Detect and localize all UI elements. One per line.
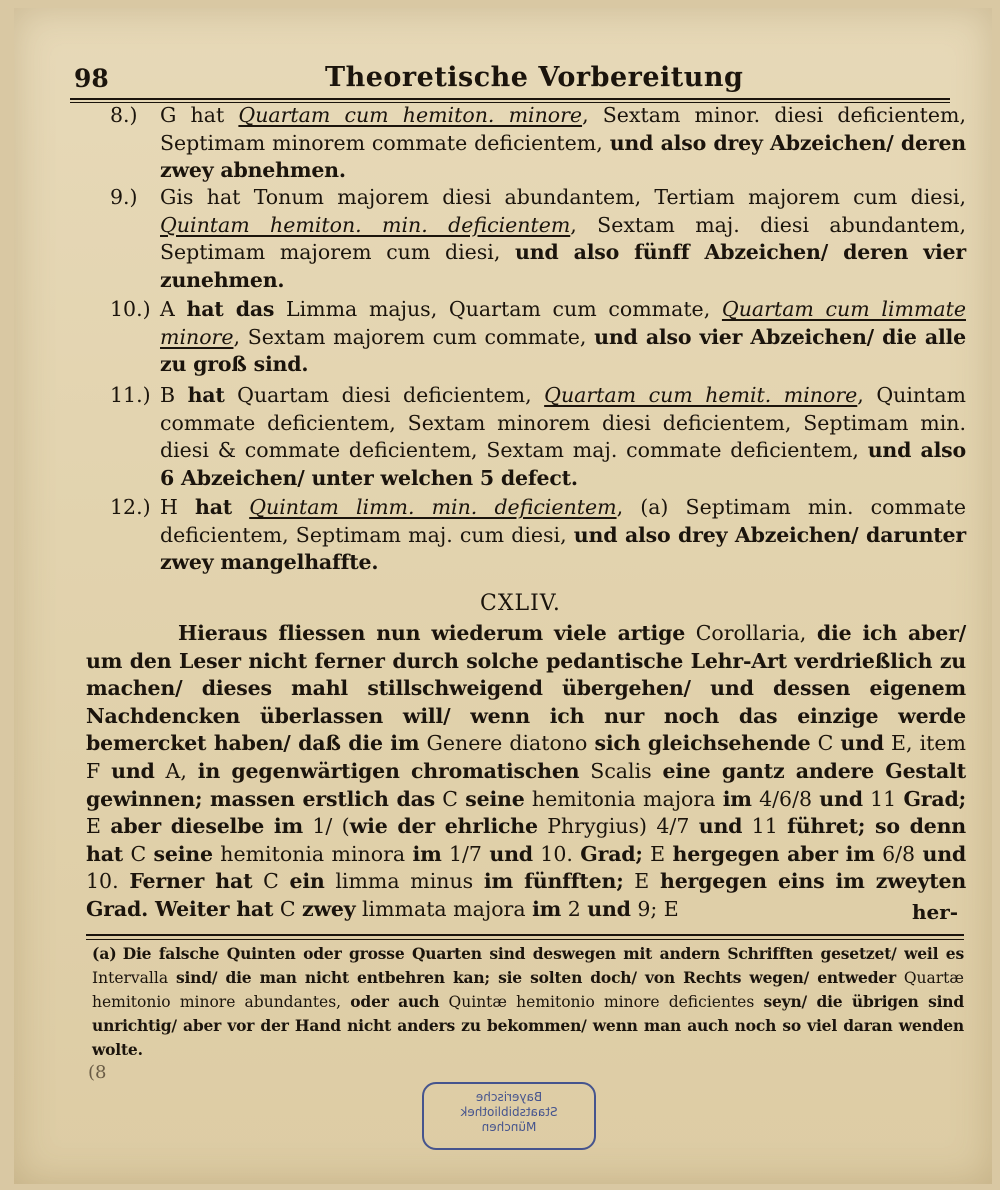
page-header bbox=[70, 62, 950, 96]
entry-8 bbox=[70, 102, 966, 184]
entry-11 bbox=[70, 382, 966, 494]
entry-number: 8.) bbox=[110, 103, 138, 127]
section-heading: CXLIV. bbox=[480, 591, 561, 616]
numbered-entries bbox=[70, 102, 966, 578]
footnote bbox=[92, 942, 964, 1062]
footnote-mark: (a) bbox=[92, 944, 117, 963]
entry-9 bbox=[70, 184, 966, 296]
stamp-line: Bayerische bbox=[475, 1090, 543, 1104]
running-title: Theoretische Vorbereitung bbox=[325, 62, 744, 93]
body-paragraph: Hieraus fliessen nun wiederum viele artige Corollaria, die ich aber/ um den Leser nicht ferner durch solche pedantische Lehr-Art verdrießlich zu machen/ dieses mahl stillschweigend übergehen/ und dessen eigenem Nachdencken überlassen will/ wenn ich nur noch das einzige werde bemercket haben/ daß die im Genere diatono sich gleichsehende C und E, item F und A, in gegenwärtigen chromatischen Scalis eine gantz andere Gestalt gewinnen; massen erstlich das C seine hemitonia majora im 4/6/8 und 11 Grad; E aber dieselbe im 1/ (wie der ehrliche Phrygius) 4/7 und 11 führet; so denn hat C seine hemitonia minora im 1/7 und 10. Grad; E hergegen aber im 6/8 und 10. Ferner hat C ein limma minus im fünfften; E hergegen eins im zweyten Grad. Weiter hat C zwey limmata majora im 2 und 9; E bbox=[86, 621, 967, 921]
footnote-rule-thin bbox=[86, 939, 964, 940]
header-rule bbox=[70, 98, 950, 100]
catchword: her- bbox=[912, 900, 959, 924]
entry-text: G hat Quartam cum hemiton. minore, Sextam minor. diesi deficientem, Septimam minorem commate deficientem, und also drey Abzeichen/ deren zwey abnehmen. bbox=[160, 103, 967, 182]
entry-text: B hat Quartam diesi deficientem, Quartam cum hemit. minore, Quintam commate deficientem, Sextam minorem diesi deficientem, Septimam min. diesi & commate deficientem, Sextam maj. commate deficientem, und also 6 Abzeichen/ unter welchen 5 defect. bbox=[160, 383, 966, 490]
footnote-rule bbox=[86, 934, 964, 936]
entry-10 bbox=[70, 296, 966, 382]
entry-number: 9.) bbox=[110, 185, 138, 209]
margin-mark: (8 bbox=[88, 1062, 107, 1083]
footnote-text: Die falsche Quinten oder grosse Quarten sind deswegen mit andern Schrifften gesetzet/ weil es Intervalla sind/ die man nicht entbehren kan; sie solten doch/ von Rechts wegen/ entweder Quartæ hemitonio minore abundantes, oder auch Quintæ hemitonio minore deficientes seyn/ die übrigen sind unrichtig/ aber vor der Hand nicht anders zu bekommen/ wenn man auch noch so viel daran wenden wolte. bbox=[92, 944, 964, 1059]
stamp-line: Staatsbibliothek bbox=[460, 1105, 558, 1119]
entry-number: 10.) bbox=[110, 297, 151, 321]
stamp-line: München bbox=[481, 1120, 537, 1134]
entry-text: A hat das Limma majus, Quartam cum commate, Quartam cum limmate minore, Sextam majorem cum commate, und also vier Abzeichen/ die alle zu groß sind. bbox=[160, 297, 966, 376]
entry-number: 12.) bbox=[110, 495, 151, 519]
entry-text: H hat Quintam limm. min. deficientem, (a) Septimam min. commate deficientem, Septimam maj. cum diesi, und also drey Abzeichen/ darunter zwey mangelhaffte. bbox=[160, 495, 966, 574]
page-number: 98 bbox=[74, 64, 109, 93]
entry-number: 11.) bbox=[110, 383, 151, 407]
entry-text: Gis hat Tonum majorem diesi abundantem, Tertiam majorem cum diesi, Quintam hemiton. min. deficientem, Sextam maj. diesi abundantem, Septimam majorem cum diesi, und also fünff Abzeichen/ deren vier zunehmen. bbox=[160, 185, 967, 292]
entry-12 bbox=[70, 494, 966, 578]
library-stamp bbox=[422, 1082, 596, 1150]
